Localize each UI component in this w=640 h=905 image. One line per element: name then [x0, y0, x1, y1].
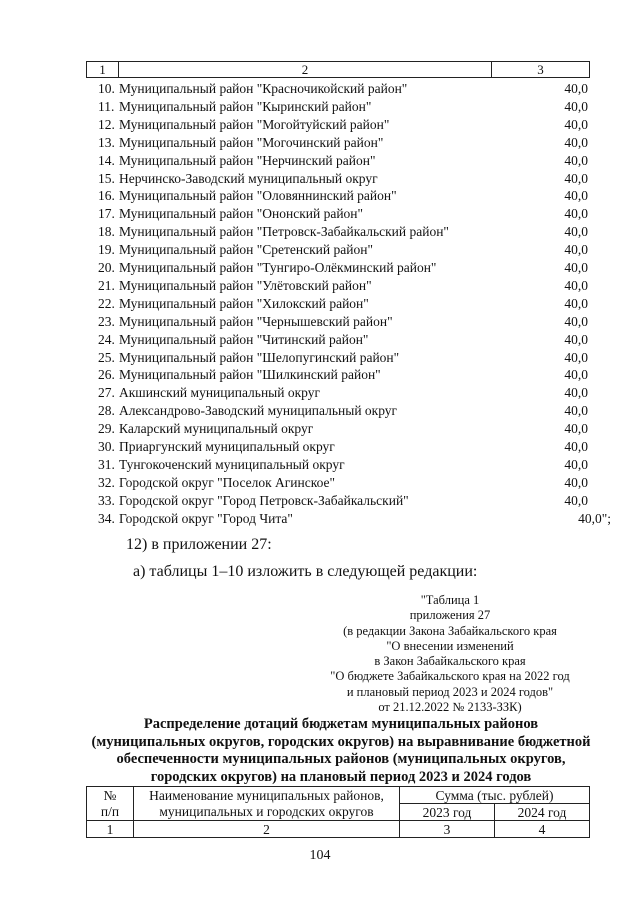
header-col-2: 2 — [119, 62, 492, 78]
row-number: 33. — [98, 492, 115, 508]
row-number: 16. — [98, 188, 115, 204]
paragraph-appendix-27: 12) в приложении 27: — [126, 536, 272, 553]
note-line: "Таблица 1 — [420, 593, 480, 607]
row-amount: 40,0 — [564, 242, 588, 258]
row-district-name: Городской округ "Город Чита" — [119, 510, 293, 526]
row-amount: 40,0 — [564, 367, 588, 383]
row-district-name: Муниципальный район "Ононский район" — [119, 206, 364, 222]
row-number: 19. — [98, 242, 115, 258]
col-index-4: 4 — [495, 821, 590, 838]
row-number: 17. — [98, 206, 115, 222]
table-row — [98, 331, 598, 349]
row-district-name: Александрово-Заводский муниципальный округ — [119, 403, 398, 419]
col-2023-header: 2023 год — [400, 804, 495, 821]
table-row — [98, 366, 598, 384]
note-line: (в редакции Закона Забайкальского края — [343, 623, 557, 638]
title-line: обеспеченности муниципальных районов (муниципальных округов, — [116, 751, 566, 767]
row-number: 31. — [98, 456, 115, 472]
col-name-header: Наименование муниципальных районов, муниципальных и городских округов — [134, 787, 400, 821]
row-district-name: Каларский муниципальный округ — [119, 421, 314, 437]
row-amount: 40,0 — [564, 98, 588, 114]
row-amount: 40,0 — [564, 81, 588, 96]
row-number: 28. — [98, 403, 115, 419]
table-row — [98, 402, 598, 420]
row-amount: 40,0 — [564, 170, 588, 186]
title-line: Распределение дотаций бюджетам муниципальных районов — [143, 716, 539, 732]
row-number: 11. — [98, 98, 115, 114]
row-district-name: Приаргунский муниципальный округ — [119, 439, 335, 454]
row-amount: 40,0 — [564, 152, 588, 168]
header-col-1: 1 — [87, 62, 119, 78]
row-district-name: Муниципальный район "Шилкинский район" — [119, 367, 381, 383]
col-index-1: 1 — [87, 821, 134, 838]
table-row — [98, 313, 598, 331]
row-district-name: Акшинский муниципальный округ — [119, 385, 321, 401]
col-number-header: № п/п — [87, 787, 134, 821]
row-amount: 40,0 — [564, 295, 588, 311]
row-district-name: Муниципальный район "Петровск-Забайкальский район" — [119, 224, 449, 240]
row-number: 21. — [98, 277, 115, 293]
row-amount: 40,0"; — [578, 510, 611, 526]
row-district-name: Муниципальный район "Могойтуйский район" — [119, 116, 390, 132]
row-district-name: Муниципальный район "Сретенский район" — [119, 242, 373, 258]
table-row — [98, 134, 598, 152]
row-number: 18. — [98, 224, 115, 240]
row-number: 30. — [98, 439, 115, 454]
row-district-name: Муниципальный район "Могочинский район" — [119, 134, 384, 150]
table-row — [98, 116, 598, 134]
row-district-name: Муниципальный район "Хилокский район" — [119, 295, 369, 311]
row-number: 12. — [98, 116, 115, 132]
page-number: 104 — [309, 848, 331, 863]
row-number: 13. — [98, 134, 115, 150]
row-amount: 40,0 — [564, 421, 588, 437]
table-row — [98, 456, 598, 474]
row-amount: 40,0 — [564, 134, 588, 150]
note-line: в Закон Забайкальского края — [374, 654, 526, 669]
table-row — [98, 420, 598, 438]
table-row — [98, 80, 598, 98]
row-amount: 40,0 — [564, 206, 588, 222]
table-row — [98, 259, 598, 277]
note-line: от 21.12.2022 № 2133-ЗЗК) — [378, 700, 522, 715]
table-title — [78, 716, 604, 786]
table-row — [98, 438, 598, 456]
row-number: 22. — [98, 295, 115, 311]
table-row — [98, 170, 598, 188]
top-column-header-table — [86, 61, 590, 78]
row-district-name: Городской округ "Город Петровск-Забайкальский" — [119, 492, 409, 508]
header-col-3: 3 — [492, 62, 590, 78]
row-number: 29. — [98, 421, 115, 437]
row-number: 34. — [98, 510, 115, 526]
row-district-name: Нерчинско-Заводский муниципальный округ — [119, 170, 378, 186]
col-index-2: 2 — [134, 821, 400, 838]
row-number: 26. — [98, 367, 115, 383]
table-row — [98, 277, 598, 295]
row-district-name: Городской округ "Поселок Агинское" — [119, 474, 336, 490]
row-amount: 40,0 — [564, 313, 588, 329]
table-row — [98, 241, 598, 259]
note-line: приложения 27 — [409, 608, 491, 623]
row-number: 32. — [98, 474, 115, 490]
row-district-name: Муниципальный район "Оловяннинский район" — [119, 188, 397, 204]
note-line: "О внесении изменений — [386, 638, 514, 653]
row-amount: 40,0 — [564, 492, 588, 508]
note-line: и плановый период 2023 и 2024 годов" — [346, 684, 554, 699]
table-row — [98, 492, 598, 510]
row-district-name: Тунгокоченский муниципальный округ — [119, 456, 345, 472]
row-district-name: Муниципальный район "Красночикойский район" — [119, 81, 408, 96]
row-number: 24. — [98, 331, 115, 347]
col-sum-header: Сумма (тыс. рублей) — [400, 787, 590, 804]
row-number: 25. — [98, 349, 115, 365]
title-line: (муниципальных округов, городских округов) на выравнивание бюджетной — [91, 733, 591, 750]
table-row — [98, 474, 598, 492]
table-row — [98, 349, 598, 367]
table-row — [98, 98, 598, 116]
row-district-name: Муниципальный район "Улётовский район" — [119, 277, 372, 293]
table-row — [98, 510, 611, 528]
row-number: 20. — [98, 260, 115, 275]
row-district-name: Муниципальный район "Нерчинский район" — [119, 152, 376, 168]
row-number: 27. — [98, 385, 115, 401]
col-index-3: 3 — [400, 821, 495, 838]
row-amount: 40,0 — [564, 349, 588, 365]
row-amount: 40,0 — [564, 403, 588, 419]
table-note — [300, 593, 600, 715]
row-amount: 40,0 — [564, 474, 588, 490]
row-number: 15. — [98, 170, 115, 186]
row-amount: 40,0 — [564, 439, 588, 454]
table-row — [98, 384, 598, 402]
col-2024-header: 2024 год — [495, 804, 590, 821]
title-line: городских округов) на плановый период 2023 и 2024 годов — [150, 768, 532, 785]
row-amount: 40,0 — [564, 224, 588, 240]
row-amount: 40,0 — [564, 331, 588, 347]
row-district-name: Муниципальный район "Читинский район" — [119, 331, 369, 347]
row-district-name: Муниципальный район "Шелопугинский район" — [119, 349, 400, 365]
row-amount: 40,0 — [564, 188, 588, 204]
table-row — [98, 223, 598, 241]
row-number: 23. — [98, 313, 115, 329]
paragraph-tables-edit: а) таблицы 1–10 изложить в следующей редакции: — [133, 563, 478, 580]
note-line: "О бюджете Забайкальского края на 2022 год — [330, 669, 570, 684]
row-district-name: Муниципальный район "Кыринский район" — [119, 98, 372, 114]
table-row — [98, 295, 598, 313]
subsidy-table-header — [86, 786, 590, 838]
table-row — [98, 152, 598, 170]
row-amount: 40,0 — [564, 116, 588, 132]
row-number: 14. — [98, 152, 115, 168]
row-amount: 40,0 — [564, 456, 588, 472]
row-amount: 40,0 — [564, 385, 588, 401]
row-district-name: Муниципальный район "Чернышевский район" — [119, 313, 393, 329]
row-number: 10. — [98, 81, 115, 96]
row-district-name: Муниципальный район "Тунгиро-Олёкминский район" — [119, 260, 437, 275]
row-amount: 40,0 — [564, 260, 588, 275]
table-row — [98, 187, 598, 205]
row-amount: 40,0 — [564, 277, 588, 293]
table-row — [98, 205, 598, 223]
